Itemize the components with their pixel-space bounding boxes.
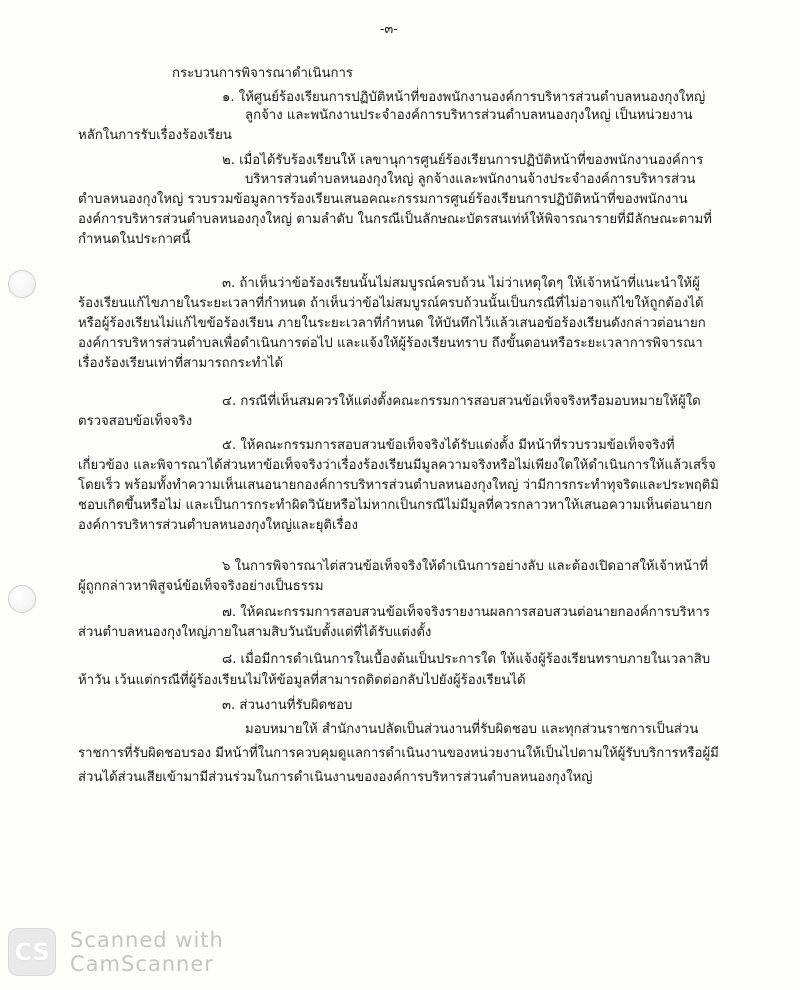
text-line: ๓. ถ้าเห็นว่าข้อร้องเรียนนั้นไม่สมบูรณ์ครบถ้วน ไม่ว่าเหตุใดๆ ให้เจ้าหน้าที่แนะนำให้ผู้: [222, 276, 700, 291]
punch-hole-lower: [8, 585, 36, 613]
text-line: บริหารส่วนตำบลหนองกุงใหญ่ ลูกจ้างและพนักงานจ้างประจำองค์การบริหารส่วน: [245, 172, 696, 187]
camscanner-watermark: [8, 928, 224, 976]
text-line: ร้องเรียนแก้ไขภายในระยะเวลาที่กำหนด ถ้าเห็นว่าข้อไม่สมบูรณ์ครบถ้วนนั้นเป็นกรณีที่ไม่อาจแก้ไขให้ถูกต้องได้: [78, 296, 704, 311]
text-line: มอบหมายให้ สำนักงานปลัดเป็นส่วนงานที่รับผิดชอบ และทุกส่วนราชการเป็นส่วน: [245, 722, 699, 737]
text-line: ราชการที่รับผิดชอบรอง มีหน้าที่ในการควบคุมดูแลการดำเนินงานของหน่วยงานให้เป็นไปตามให้ผู้รับบริการหรือผู้มี: [78, 746, 719, 761]
text-line: ๖ ในการพิจารณาไต่สวนข้อเท็จจริงให้ดำเนินการอย่างลับ และต้องเปิดอาสให้เจ้าหน้าที่: [222, 559, 709, 574]
text-line: ๒. เมื่อได้รับร้องเรียนให้ เลขานุการศูนย์ร้องเรียนการปฏิบัติหน้าที่ของพนักงานองค์การ: [222, 153, 704, 168]
text-line: องค์การบริหารส่วนตำบลหนองกุงใหญ่ ตามลำดับ ในกรณีเป็นลักษณะบัตรสนเท่ห์ให้พิจารณารายที่มีลักษณะตามที่: [78, 212, 712, 227]
section-heading: กระบวนการพิจารณาดำเนินการ: [172, 66, 353, 81]
text-line: ๗. ให้คณะกรรมการสอบสวนข้อเท็จจริงรายงานผลการสอบสวนต่อนายกองค์การบริหาร: [222, 605, 710, 620]
text-line: ๑. ให้ศูนย์ร้องเรียนการปฏิบัติหน้าที่ของพนักงานองค์การบริหารส่วนตำบลหนองกุงใหญ่: [222, 90, 706, 105]
watermark-line-2: CamScanner: [70, 952, 214, 976]
text-line: ผู้ถูกกล่าวหาพิสูจน์ข้อเท็จจริงอย่างเป็นธรรม: [78, 579, 324, 594]
text-line: ส่วนตำบลหนองกุงใหญ่ภายในสามสิบวันนับตั้งแต่ที่ได้รับแต่งตั้ง: [78, 625, 432, 640]
text-line: องค์การบริหารส่วนตำบลเพื่อดำเนินการต่อไป และแจ้งให้ผู้ร้องเรียนทราบ ถึงขั้นตอนหรือระยะเวลาการพิจารณา: [78, 336, 703, 351]
text-line: เกี่ยวข้อง และพิจารณาได้ส่วนหาข้อเท็จจริงว่าเรื่องร้องเรียนมีมูลความจริงหรือไม่เพียงใดให้ดำเนินการให้แล้วเสร็จ: [78, 458, 716, 473]
punch-hole-upper: [8, 270, 36, 298]
text-line: ๕. ให้คณะกรรมการสอบสวนข้อเท็จจริงได้รับแต่งตั้ง มีหน้าที่รวบรวมข้อเท็จจริงที่: [222, 438, 675, 453]
text-line: ๓. ส่วนงานที่รับผิดชอบ: [222, 698, 353, 713]
camscanner-logo-icon: CS: [8, 928, 56, 976]
text-line: ตรวจสอบข้อเท็จจริง: [78, 414, 193, 429]
text-line: ห้าวัน เว้นแต่กรณีที่ผู้ร้องเรียนไม่ให้ข้อมูลที่สามารถติดต่อกลับไปยังผู้ร้องเรียนได้: [78, 673, 526, 688]
text-line: ลูกจ้าง และพนักงานประจำองค์การบริหารส่วนตำบลหนองกุงใหญ่ เป็นหน่วยงาน: [245, 108, 693, 123]
text-line: หลักในการรับเรื่องร้องเรียน: [78, 128, 232, 143]
page-number: -๓-: [380, 22, 398, 37]
text-line: หรือผู้ร้องเรียนไม่แก้ไขข้อร้องเรียน ภายในระยะเวลาที่กำหนด ให้บันทึกไว้แล้วเสนอข้อร้องเรียนดังกล่าวต่อนายก: [78, 316, 706, 331]
watermark-line-1: Scanned with: [70, 928, 224, 952]
text-line: องค์การบริหารส่วนตำบลหนองกุงใหญ่และยุติเรื่อง: [78, 518, 358, 533]
text-line: กำหนดในประกาศนี้: [78, 232, 191, 247]
text-line: ตำบลหนองกุงใหญ่ รวบรวมข้อมูลการร้องเรียนเสนอคณะกรรมการศูนย์ร้องเรียนการปฏิบัติหน้าที่ของพนักงาน: [78, 192, 688, 207]
text-line: ๘. เมื่อมีการดำเนินการในเบื้องต้นเป็นประการใด ให้แจ้งผู้ร้องเรียนทราบภายในเวลาสิบ: [222, 652, 711, 667]
text-line: เรื่องร้องเรียนเท่าที่สามารถกระทำได้: [78, 356, 284, 371]
text-line: โดยเร็ว พร้อมทั้งทำความเห็นเสนอนายกองค์การบริหารส่วนตำบลหนองกุงใหญ่ ว่ามีการกระทำทุจริตและประพฤติมิ: [78, 478, 720, 493]
text-line: ๔. กรณีที่เห็นสมควรให้แต่งตั้งคณะกรรมการสอบสวนข้อเท็จจริงหรือมอบหมายให้ผู้ใด: [222, 394, 701, 409]
text-line: ชอบเกิดขึ้นหรือไม่ และเป็นการกระทำผิดวินัยหรือไม่หากเป็นกรณีไม่มีมูลที่ควรกลาวหาให้เสนอความเห็นต่อนายก: [78, 498, 713, 513]
text-line: ส่วนได้ส่วนเสียเข้ามามีส่วนร่วมในการดำเนินงานขององค์การบริหารส่วนตำบลหนองกุงใหญ่: [78, 770, 593, 785]
